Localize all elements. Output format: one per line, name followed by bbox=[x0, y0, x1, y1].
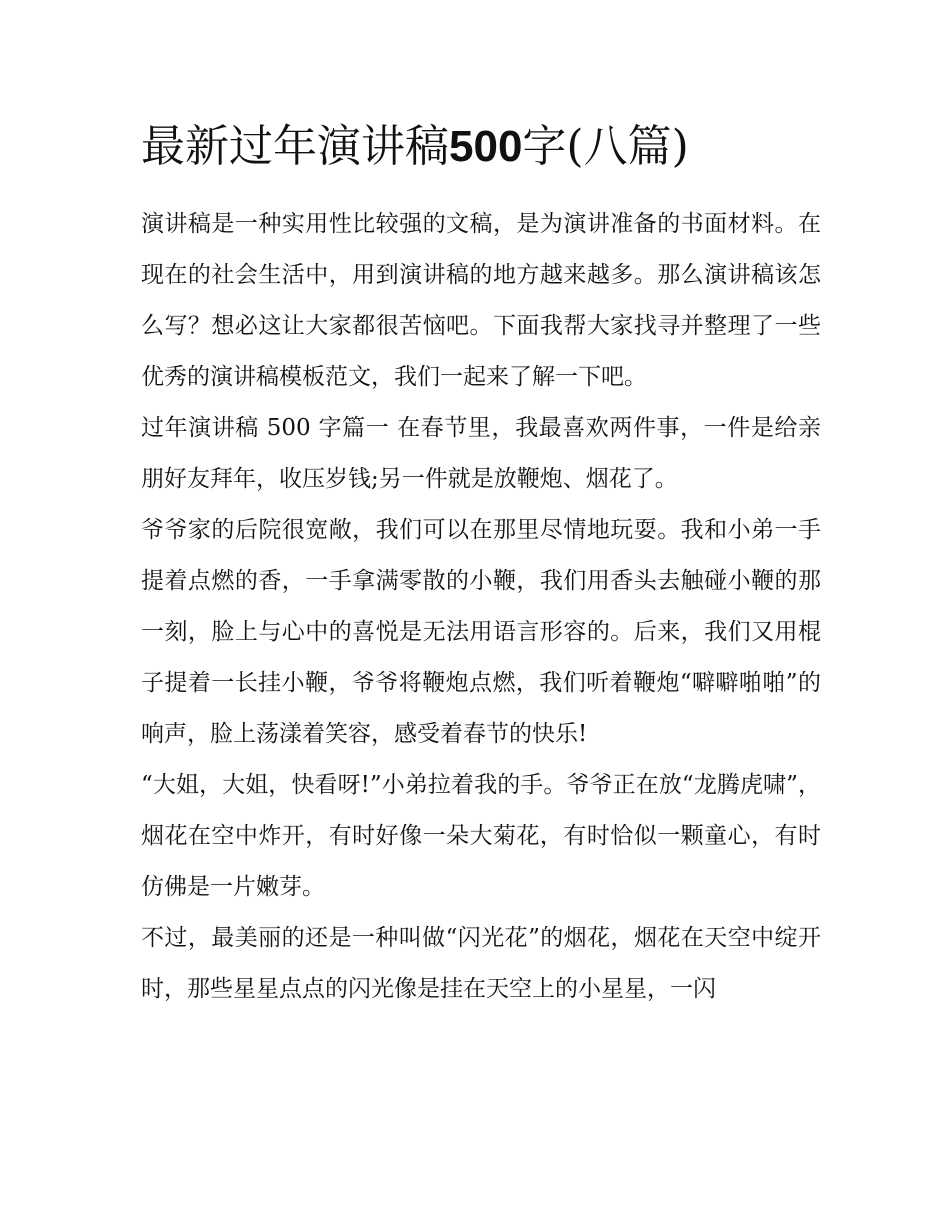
intro-paragraph: 演讲稿是一种实用性比较强的文稿，是为演讲准备的书面材料。在现在的社会生活中，用到演讲稿的地方越来越多。那么演讲稿该怎么写？想必这让大家都很苦恼吧。下面我帮大家找寻并整理了一些优秀的演讲稿模板范文，我们一起来了解一下吧。 bbox=[141, 211, 821, 390]
section-one-paragraph: 过年演讲稿 500 字篇一 在春节里，我最喜欢两件事，一件是给亲朋好友拜年，收压岁钱;另一件就是放鞭炮、烟花了。 bbox=[141, 415, 821, 492]
backyard-paragraph: 爷爷家的后院很宽敞，我们可以在那里尽情地玩耍。我和小弟一手提着点燃的香，一手拿满零散的小鞭，我们用香头去触碰小鞭的那一刻，脸上与心中的喜悦是无法用语言形容的。后来，我们又用棍子提着一长挂小鞭，爷爷将鞭炮点燃，我们听着鞭炮“噼噼啪啪”的响声，脸上荡漾着笑容，感受着春节的快乐! bbox=[141, 517, 821, 747]
document-body bbox=[141, 199, 821, 1015]
title-suffix: 字(八篇) bbox=[522, 121, 689, 172]
flash-flower-paragraph: 不过，最美丽的还是一种叫做“闪光花”的烟花，烟花在天空中绽开时，那些星星点点的闪光像是挂在天空上的小星星，一闪 bbox=[141, 925, 821, 1002]
title-prefix: 最新过年演讲稿 bbox=[141, 121, 449, 172]
document-title bbox=[141, 112, 841, 182]
fireworks-paragraph: “大姐，大姐，快看呀!”小弟拉着我的手。爷爷正在放“龙腾虎啸”，烟花在空中炸开，有时好像一朵大菊花，有时恰似一颗童心，有时仿佛是一片嫩芽。 bbox=[141, 772, 821, 900]
title-number: 500 bbox=[449, 122, 523, 171]
